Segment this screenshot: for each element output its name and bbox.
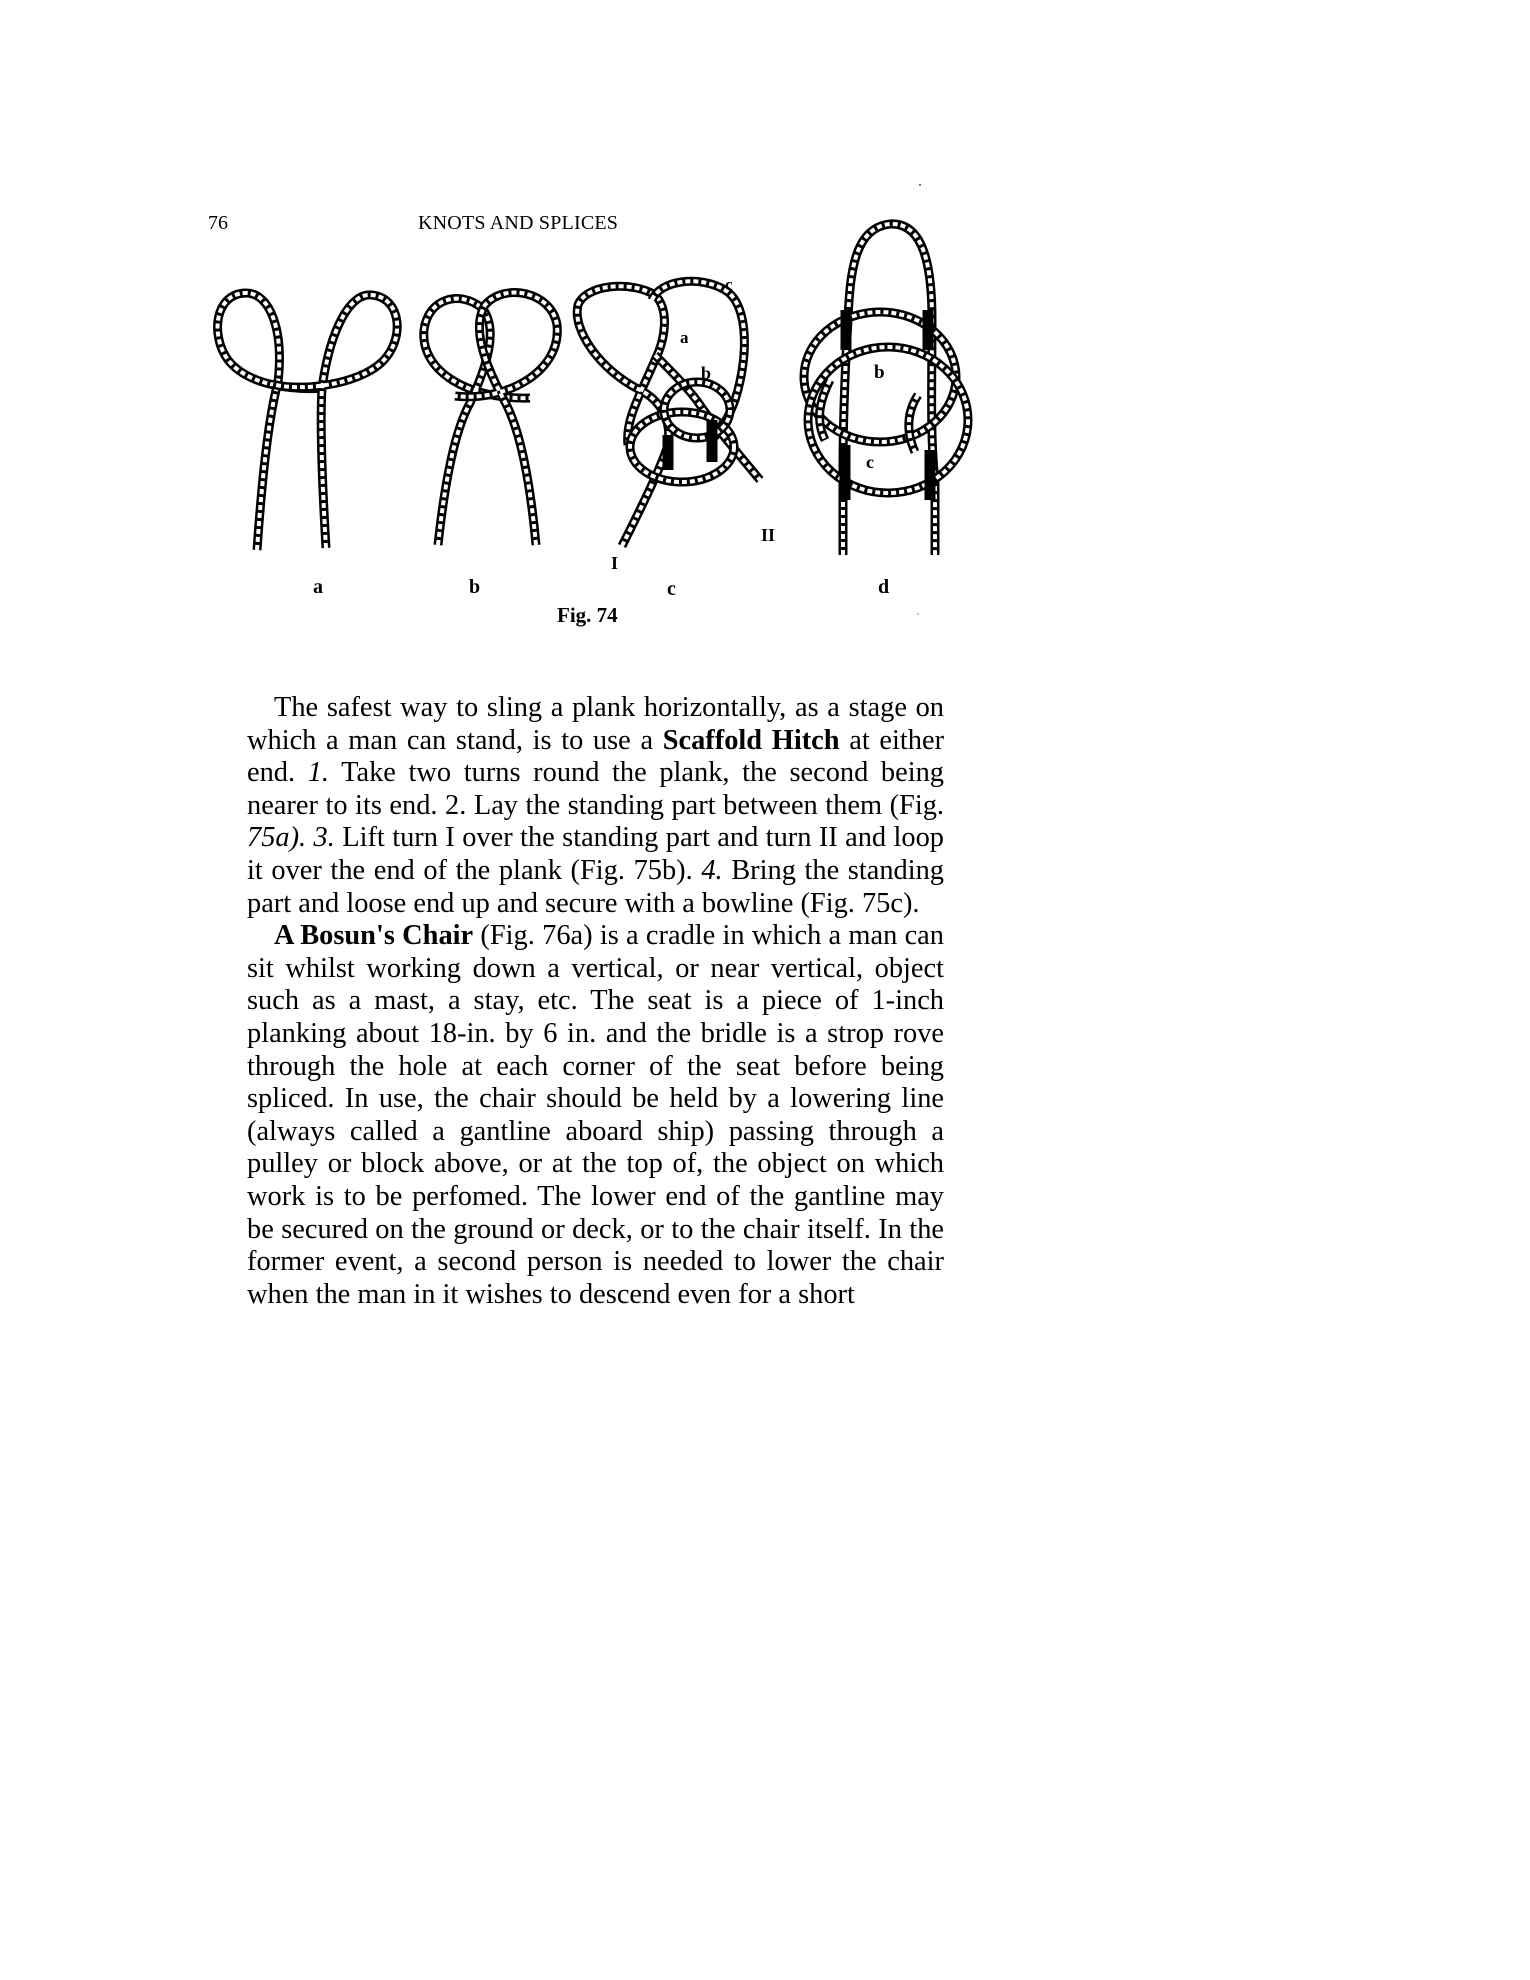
panel-label-a: a: [313, 576, 323, 598]
knot-panel-b: [424, 293, 558, 545]
panel-label-d: d: [878, 576, 890, 598]
knot-panel-c: [577, 281, 760, 546]
annotation-c-b: b: [701, 363, 712, 383]
body-text: [247, 692, 944, 1311]
text-run: Lift turn I over the standing part and turn II and loop it over the end of the plank (Fig. 75b).: [247, 822, 944, 886]
annotation-c-II: II: [761, 525, 776, 545]
panel-label-c: c: [667, 578, 676, 600]
knot-panel-a: [218, 293, 398, 550]
panel-label-b: b: [469, 576, 481, 598]
text-run: at either end.: [247, 724, 945, 789]
running-head-title: KNOTS AND SPLICES: [418, 212, 619, 234]
step-number: 1.: [307, 757, 330, 789]
annotation-d-c: c: [866, 452, 874, 472]
figure-reference-italic: 75a). 3.: [247, 822, 335, 854]
annotation-d-b: b: [874, 362, 885, 383]
term-bosuns-chair: A Bosun's Chair: [274, 920, 474, 952]
text-run: The safest way to sling a plank horizontally, as a stage on which a man can stand, is to use a: [247, 692, 944, 756]
paragraph-scaffold-hitch: [247, 692, 944, 920]
knot-panel-d: [804, 224, 968, 555]
annotation-c-a: a: [680, 328, 689, 347]
scan-speck: [919, 184, 921, 186]
text-run: (Fig. 76a) is a cradle in which a man can sit whilst working down a vertical, or near vertical, object such as a mast, a stay, etc. The seat is a piece of 1-inch planking about 18-in. by 6 in. and the bridle is a strop rove through the hole at each corner of the seat before being spliced. In use, the chair should be held by a lowering line (always called a gantline aboard ship) passing through a pulley or block above, or at the top of, the object on which work is to be perfomed. The lower end of the gantline may be secured on the ground or deck, or to the chair itself. In the former event, a second person is needed to lower the chair when the man in it wishes to descend even for a short: [247, 920, 944, 1310]
text-run: Bring the standing part and loose end up and secure with a bowline (Fig. 75c).: [247, 854, 945, 919]
annotation-c-I: I: [611, 553, 619, 573]
paragraph-bosuns-chair: [247, 920, 944, 1311]
text-run: Take two turns round the plank, the second being nearer to its end. 2. Lay the standing part between them (Fig.: [247, 757, 945, 821]
term-scaffold-hitch: Scaffold Hitch: [662, 724, 840, 756]
figure-caption: Fig. 74: [557, 603, 618, 627]
step-number: 4.: [701, 854, 723, 886]
annotation-c-top: c: [725, 275, 733, 294]
figure-74: [195, 215, 985, 645]
page-number: 76: [208, 212, 228, 234]
